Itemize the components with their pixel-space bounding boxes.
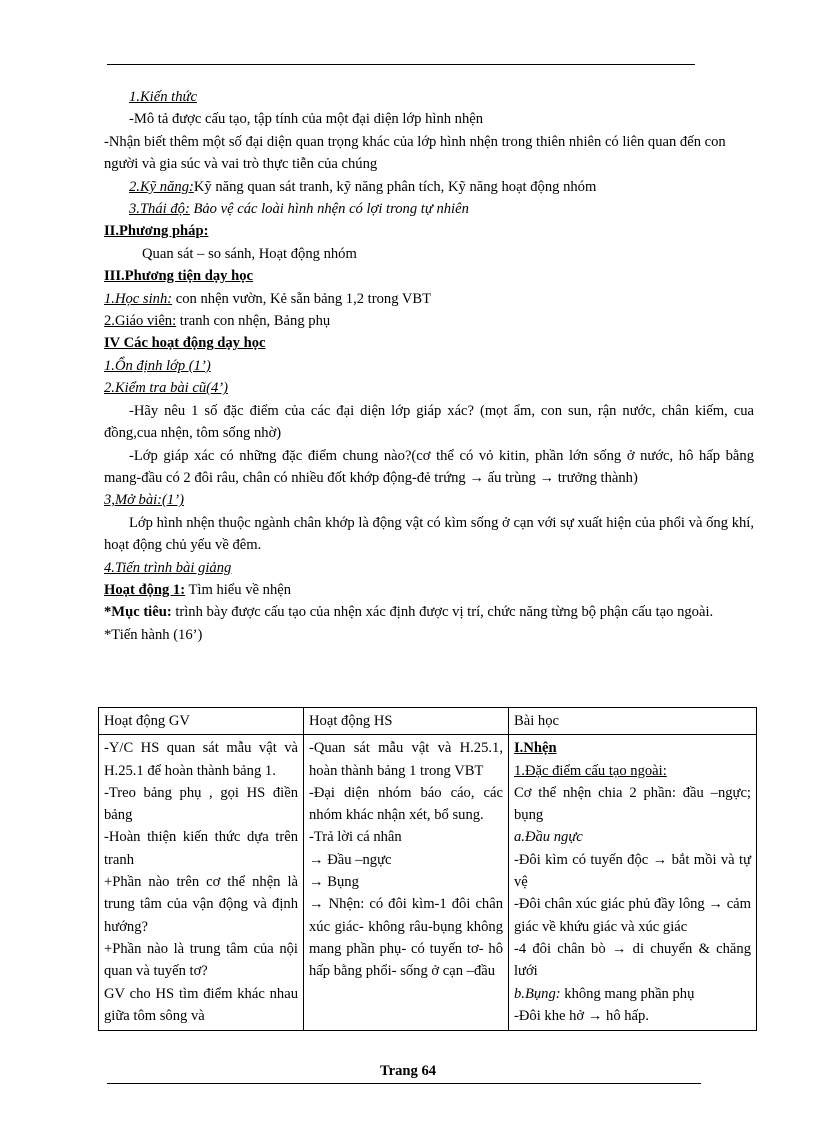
review-question-2: -Lớp giáp xác có những đặc điểm chung nào?(cơ thể có vỏ kitin, phần lớn sống ở nước, hô hấp bằng mang-đầu có 2 đôi râu, chân có nhiều đốt khớp động-đẻ trứng → ấu trùng → trưởng thành) [104, 447, 754, 486]
table-header-lesson: Bài học [509, 708, 757, 735]
hs-line: → Nhện: có đôi kìm-1 đôi chân xúc giác- không râu-bụng không mang phần phụ- có tuyến tơ- hô hấp bằng phổi- sống ở cạn –đầu [309, 896, 503, 980]
intro-heading: 3,Mở bài:(1’) [104, 492, 184, 509]
means-students: 1.Học sinh: con nhện vườn, Kẻ sẵn bảng 1,2 trong VBT [104, 290, 432, 307]
table-header-hs: Hoạt động HS [304, 708, 509, 735]
lesson-subtitle: 1.Đặc điểm cấu tạo ngoài: [514, 762, 667, 779]
hs-activity-cell [304, 735, 509, 1031]
footer-rule [107, 1083, 701, 1084]
activity-table [98, 707, 757, 1031]
gv-line: -Hoàn thiện kiến thức dựa trên tranh [104, 829, 298, 868]
knowledge-item-1: -Mô tả được cấu tạo, tập tính của một đại diện lớp hình nhện [129, 111, 484, 128]
lesson-body [104, 86, 754, 646]
lesson-title: I.Nhện [514, 740, 557, 757]
belly-detail: -Đôi khe hở → hô hấp. [514, 1007, 649, 1024]
intro-text: Lớp hình nhện thuộc ngành chân khớp là động vật có kìm sống ở cạn với sự xuất hiện của phổi và ống khí, hoạt động chủ yếu về đêm. [104, 514, 754, 554]
hs-line: -Quan sát mẫu vật và H.25.1, hoàn thành bảng 1 trong VBT [309, 740, 503, 779]
hs-line: → Đầu –ngực [309, 851, 392, 868]
method-heading: II.Phương pháp: [104, 223, 209, 240]
gv-line: +Phần nào là trung tâm của nội quan và tuyến tơ? [104, 940, 298, 980]
attitude-line: 3.Thái độ: Bảo vệ các loài hình nhện có lợi trong tự nhiên [129, 201, 469, 218]
head-line: -Đôi chân xúc giác phủ đầy lông → cảm giác về khứu giác và xúc giác [514, 896, 751, 935]
knowledge-heading: 1.Kiến thức [129, 89, 197, 105]
gv-line: +Phần nào trên cơ thể nhện là trung tâm của vận động và định hướng? [104, 874, 298, 935]
gv-line: GV cho HS tìm điểm khác nhau giữa tôm sông và [104, 985, 298, 1024]
means-teacher: 2.Giáo viên: tranh con nhện, Bảng phụ [104, 313, 331, 330]
table-row [99, 735, 757, 1031]
table-header-row [99, 708, 757, 735]
gv-line: -Y/C HS quan sát mẫu vật và H.25.1 để hoàn thành bảng 1. [104, 740, 298, 779]
stabilize-line: 1.Ổn định lớp (1’) [104, 357, 211, 374]
review-question-1: -Hãy nêu 1 số đặc điểm của các đại diện lớp giáp xác? (mọt ẩm, con sun, rận nước, chân kiếm, cua đồng,cua nhện, tôm sống nhờ) [104, 402, 754, 442]
gv-line: -Treo bảng phụ , gọi HS điền bảng [104, 784, 298, 824]
proceed-line: *Tiến hành (16’) [104, 626, 203, 643]
head-line: -4 đôi chân bò → di chuyển & chăng lưới [514, 940, 751, 980]
review-heading: 2.Kiểm tra bài cũ(4’) [104, 380, 229, 397]
lesson-body-text: Cơ thể nhện chia 2 phần: đầu –ngực; bụng [514, 784, 751, 824]
page-number: Trang 64 [379, 1063, 437, 1079]
head-label: a.Đầu ngực [514, 829, 583, 846]
hs-line: → Bụng [309, 874, 359, 891]
head-line: -Đôi kìm có tuyến độc → bắt mồi và tự vệ [514, 851, 751, 891]
gv-activity-cell [99, 735, 304, 1031]
table-header-gv: Hoạt động GV [99, 708, 304, 735]
process-heading: 4.Tiến trình bài giảng [104, 559, 232, 576]
knowledge-item-2: -Nhận biết thêm một số đại diện quan trọng khác của lớp hình nhện trong thiên nhiên có liên quan đến con người và gia súc và vai trò thực tiễn của chúng [104, 133, 726, 173]
goal-line: *Mục tiêu: trình bày được cấu tạo của nhện xác định được vị trí, chức năng từng bộ phận cấu tạo ngoài. [104, 604, 714, 621]
belly-line: b.Bụng: không mang phần phụ [514, 985, 695, 1002]
lesson-cell [509, 735, 757, 1031]
header-rule [107, 64, 695, 65]
activity-1-line: Hoạt động 1: Tìm hiểu về nhện [104, 581, 292, 598]
means-heading: III.Phương tiện dạy học [104, 268, 254, 285]
skills-line: 2.Kỹ năng:Kỹ năng quan sát tranh, kỹ năng phân tích, Kỹ năng hoạt động nhóm [129, 178, 597, 195]
method-text: Quan sát – so sánh, Hoạt động nhóm [142, 245, 357, 262]
hs-line: -Trả lời cá nhân [309, 829, 402, 846]
hs-line: -Đại diện nhóm báo cáo, các nhóm khác nhận xét, bổ sung. [309, 784, 503, 824]
activities-heading: IV Các hoạt động dạy học [104, 335, 266, 352]
